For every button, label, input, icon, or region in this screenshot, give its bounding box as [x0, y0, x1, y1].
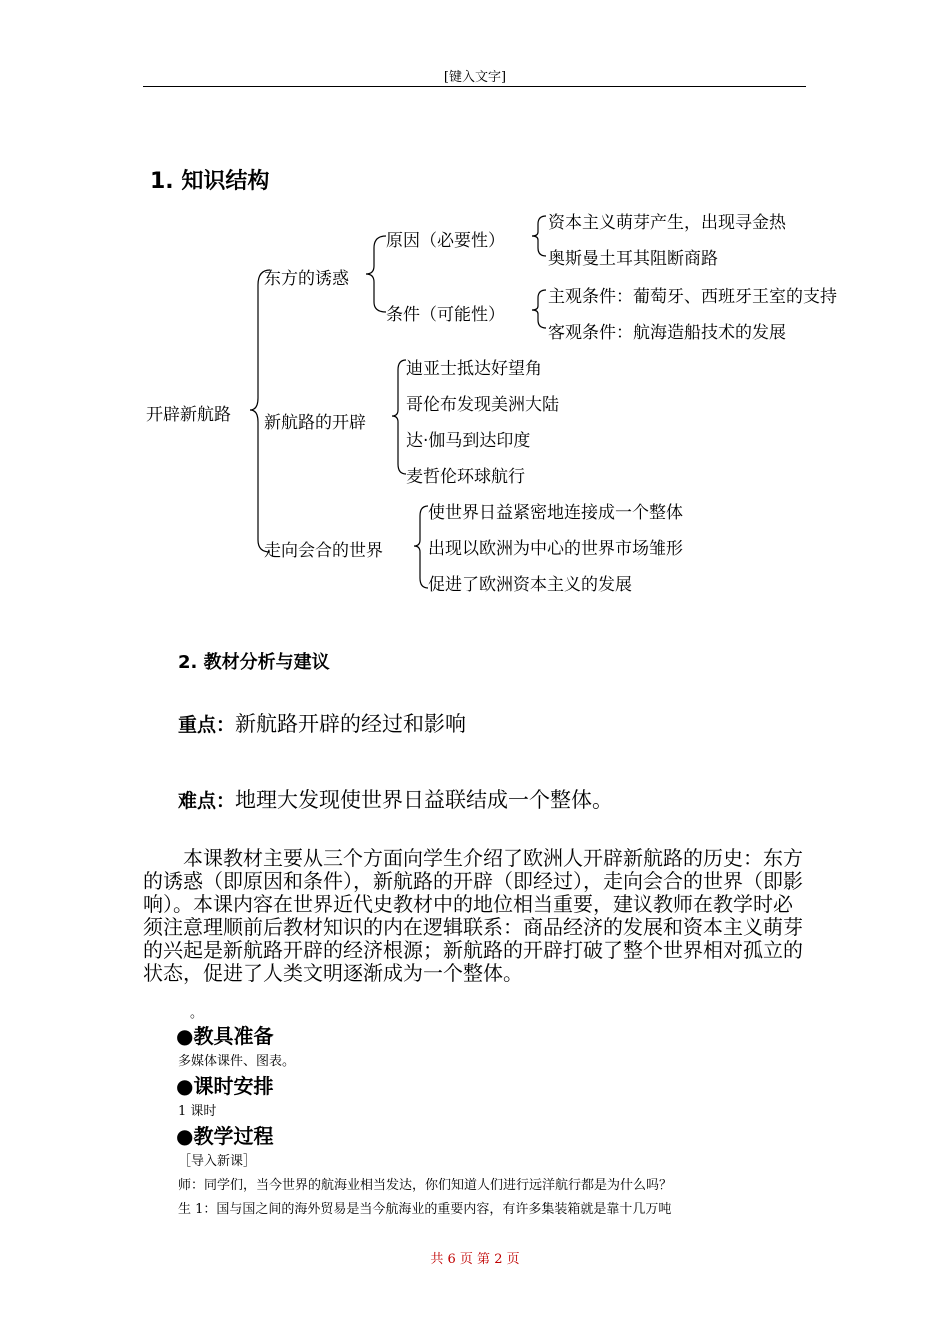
key-point-label: 重点：	[178, 714, 236, 736]
knowledge-root: 开辟新航路	[146, 405, 231, 425]
intro-label: ［导入新课］	[178, 1154, 257, 1169]
convergence-item-3: 促进了欧洲资本主义的发展	[428, 575, 632, 595]
page-footer: 共 6 页 第 2 页	[430, 1252, 520, 1267]
branch-label-temptation: 东方的诱惑	[264, 269, 349, 289]
convergence-item-2: 出现以欧洲为中心的世界市场雏形	[428, 539, 683, 559]
sub-label-cause: 原因（必要性）	[386, 231, 505, 251]
branch1-brace	[366, 236, 386, 312]
schedule-title: ●课时安排	[176, 1074, 274, 1098]
branch3-brace	[414, 506, 428, 588]
difficulty-line	[178, 784, 613, 814]
key-point-line	[178, 708, 466, 738]
opening-item-2: 哥伦布发现美洲大陆	[406, 395, 559, 415]
opening-item-3: 达·伽马到达印度	[406, 431, 531, 451]
trailing-mark: 。	[190, 1006, 204, 1021]
analysis-paragraph	[143, 847, 810, 985]
opening-item-4: 麦哲伦环球航行	[406, 467, 525, 487]
branch-label-convergence: 走向会合的世界	[264, 541, 383, 561]
condition-item-2: 客观条件：航海造船技术的发展	[548, 323, 786, 343]
difficulty-text: 地理大发现使世界日益联结成一个整体。	[235, 788, 614, 812]
tools-text: 多媒体课件、图表。	[178, 1054, 296, 1069]
difficulty-label: 难点：	[178, 790, 236, 812]
cause-item-2: 奥斯曼土耳其阻断商路	[548, 249, 718, 269]
schedule-text: 1 课时	[178, 1104, 217, 1119]
branch-label-opening: 新航路的开辟	[264, 413, 366, 433]
analysis-paragraph-text: 本课教材主要从三个方面向学生介绍了欧洲人开辟新航路的历史：东方的诱惑（即原因和条件），新航路的开辟（即经过），走向会合的世界（即影响）。本课内容在世界近代史教材中的地位相当重要，建议教师在教学时必须注意理顺前后教材知识的内在逻辑联系：商品经济的发展和资本主义萌芽的兴起是新航路开辟的经济根源；新航路的开辟打破了整个世界相对孤立的状态，促进了人类文明逐渐成为一个整体。	[143, 846, 803, 985]
teacher-line: 师：同学们，当今世界的航海业相当发达，你们知道人们进行远洋航行都是为什么吗？	[178, 1178, 673, 1193]
page-header: [键入文字]	[443, 70, 507, 85]
condition-item-1: 主观条件：葡萄牙、西班牙王室的支持	[548, 287, 837, 307]
tools-title: ●教具准备	[176, 1024, 274, 1048]
process-title: ●教学过程	[176, 1124, 274, 1148]
branch2-brace	[392, 360, 406, 474]
key-point-text: 新航路开辟的经过和影响	[235, 712, 467, 736]
cause-item-1: 资本主义萌芽产生，出现寻金热	[548, 213, 786, 233]
convergence-item-1: 使世界日益紧密地连接成一个整体	[428, 503, 683, 523]
student-line: 生 1：国与国之间的海外贸易是当今航海业的重要内容，有许多集装箱就是靠十几万吨	[178, 1202, 672, 1217]
sub1-brace	[532, 216, 546, 256]
analysis-title: 2. 教材分析与建议	[178, 652, 330, 673]
knowledge-structure-title: 1. 知识结构	[150, 169, 270, 194]
sub-label-condition: 条件（可能性）	[386, 305, 505, 325]
opening-item-1: 迪亚士抵达好望角	[406, 359, 542, 379]
sub2-brace	[532, 290, 546, 328]
